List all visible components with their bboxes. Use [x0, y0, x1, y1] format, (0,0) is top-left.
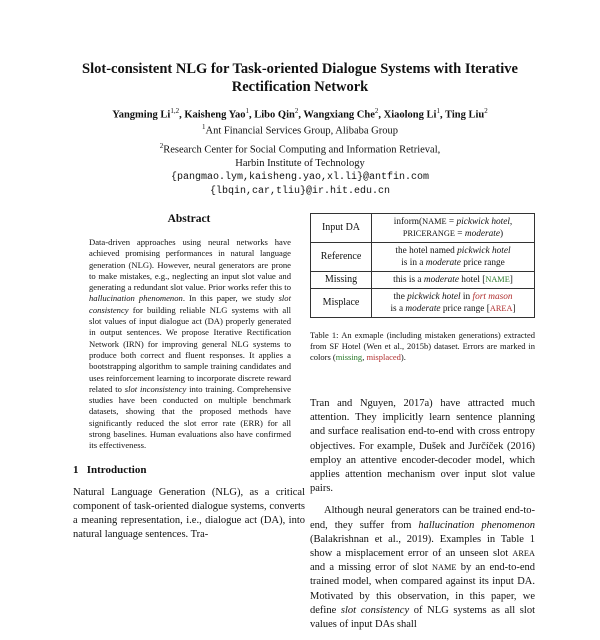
table-row [311, 214, 535, 243]
row-content: the pickwick hotel in fort mason is a moderate price range [AREA] [372, 289, 535, 318]
left-column [73, 213, 305, 542]
table-row [311, 243, 535, 272]
author-name: Ting Liu [445, 109, 485, 121]
author-name: Yangming Li [112, 109, 171, 121]
affiliation-1: $^1$Ant Financial Services Group, Alibaba Group [202, 123, 398, 137]
author-name: Xiaolong Li [383, 109, 437, 121]
email-hit: {lbqin,car,tliu}@ir.hit.edu.cn [209, 186, 391, 197]
paragraph: Tran and Nguyen, 2017a) have attracted much attention. They implicitly learn sentence planning and surface realisation end-to-end with cross entropy objectives. For example, Dušek and Jurčíček (2016) employ an attentive encoder-decoder model, which applies attention mechanism over input slot value pairs. [310, 398, 535, 495]
table-row [311, 289, 535, 318]
row-content: this is a moderate hotel [NAME] [372, 272, 535, 289]
author-name: Wangxiang Che [303, 109, 375, 121]
right-column [310, 213, 535, 640]
paragraph: Although neural generators can be trained end-to-end, they suffer from hallucination phenomenon (Balakrishnan et al., 2019). Examples in Table 1 show a misplacement error of an unseen slot AREA and a missing error of slot NAME by an end-to-end trained model, when compared against its input DA. Motivated by this observation, in this paper, we define slot consistency of NLG systems as all slot values of input DAs shall [310, 505, 535, 631]
email-ant: {pangmao.lym,kaisheng.yao,xl.li}@antfin.com [170, 172, 430, 183]
affiliation-2-institute: Harbin Institute of Technology [235, 158, 365, 169]
row-label: Input DA [311, 214, 372, 243]
author-name: Libo Qin [254, 109, 295, 121]
author-affil-mark: 1 [436, 107, 440, 115]
body-text-right [310, 397, 535, 632]
table-row [311, 272, 535, 289]
introduction-text: Natural Language Generation (NLG), as a critical component of task-oriented dialogue systems, converts a meaning representation, i.e., dialogue act (DA), into natural language sentences. Tra- [73, 486, 305, 541]
section-heading-introduction: 1 Introduction [73, 463, 147, 476]
author-affil-mark: 2 [484, 107, 488, 115]
example-table [310, 213, 535, 318]
row-label: Reference [311, 243, 372, 272]
row-content: the hotel named pickwick hotel is in a moderate price range [372, 243, 535, 272]
row-content: inform(NAME = pickwick hotel, PRICERANGE = moderate) [372, 214, 535, 243]
author-name: Kaisheng Yao [184, 109, 246, 121]
author-affil-mark: 1 [245, 107, 250, 115]
paper-title: Slot-consistent NLG for Task-oriented Dialogue Systems with Iterative Rectification Network [82, 61, 518, 95]
affiliation-2: $^2$Research Center for Social Computing and Information Retrieval, [159, 141, 441, 155]
abstract-text: Data-driven approaches using neural networks have achieved promising performances in natural language generation (NLG). However, neural generators are prone to make mistakes, e.g., neglecting an input slot value and generating a redundant slot value. Prior works refer this to hallucination phenomenon. In this paper, we study slot consistency for building reliable NLG systems with all slot values of input dialogue act (DA) properly generated in output sentences. We propose Iterative Rectification Network (IRN) for improving general NLG systems to produce both correct and fluent responses. It applies a bootstrapping algorithm to sample training candidates and uses reinforcement learning to incorporate discrete reward related to slot inconsistency into training. Comprehensive studies have been conducted on multiple benchmark datasets, showing that the proposed methods have significantly reduced the slot error rate (ERR) for all strong baselines. Human evaluations also have confirmed its effectiveness. [89, 237, 291, 451]
author-affil-mark: 1,2 [170, 107, 180, 115]
row-label: Misplace [311, 289, 372, 318]
row-label: Missing [311, 272, 372, 289]
affiliations [60, 120, 540, 199]
table-caption: Table 1: An exmaple (including mistaken generations) extracted from SF Hotel (Wen et al., 2015b) dataset. Errors are marked in colors (missing, misplaced). [310, 330, 535, 362]
abstract-heading: Abstract [167, 213, 211, 225]
author-affil-mark: 2 [374, 107, 379, 115]
author-affil-mark: 2 [294, 107, 299, 115]
author-list: Yangming Li$^{1,2}$, Kaisheng Yao$^1$, Libo Qin$^2$, Wangxiang Che$^2$, Xiaolong Li$^1$, Ting Liu$^2$ [112, 107, 488, 121]
